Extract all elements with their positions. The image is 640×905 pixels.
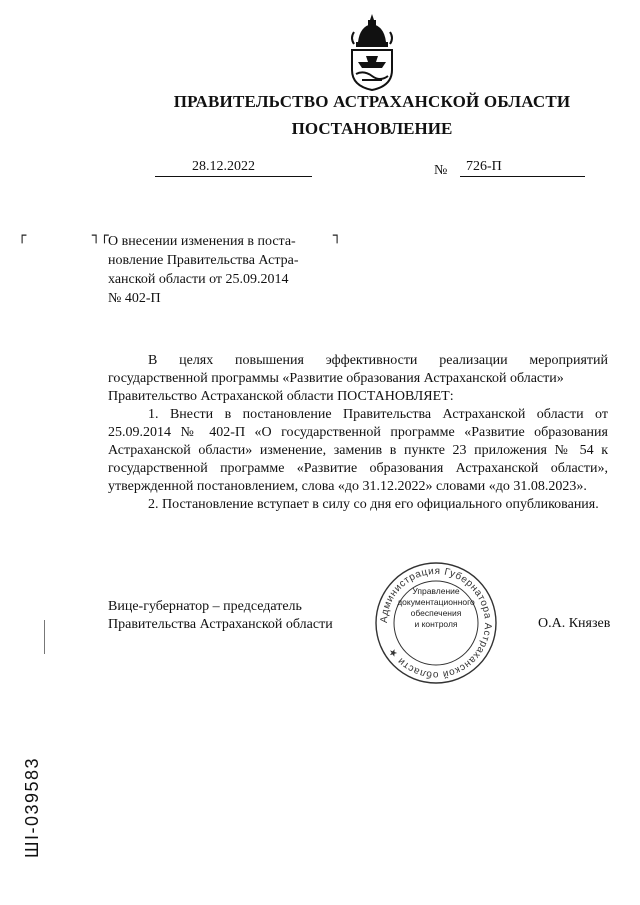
subject-line: О внесении изменения в поста- bbox=[108, 234, 296, 249]
subject-line: новление Правительства Астра- bbox=[108, 253, 299, 268]
clause-2: 2. Постановление вступает в силу со дня его официального опубликования. bbox=[148, 497, 599, 512]
registration-code-wrap bbox=[22, 756, 123, 879]
stamp-line: обеспечения bbox=[410, 608, 462, 618]
subject-line: № 402-П bbox=[108, 291, 161, 306]
number-sign: № bbox=[434, 163, 448, 178]
registration-code: ШI-039583 bbox=[22, 756, 42, 858]
stamp-line: Управление bbox=[412, 586, 460, 596]
resolves-line: Правительство Астраханской области ПОСТАНОВЛЯЕТ: bbox=[108, 389, 454, 404]
signer-position bbox=[108, 598, 333, 634]
corner-mark-left: ┌ bbox=[18, 228, 27, 244]
signer-position-line: Правительства Астраханской области bbox=[108, 617, 333, 632]
body-text bbox=[108, 352, 608, 514]
organization-title: ПРАВИТЕЛЬСТВО АСТРАХАНСКОЙ ОБЛАСТИ bbox=[173, 92, 571, 111]
document-number: 726-П bbox=[466, 159, 502, 174]
document-date: 28.12.2022 bbox=[192, 159, 255, 174]
subject-line: ханской области от 25.09.2014 bbox=[108, 272, 289, 287]
stamp-inner-text bbox=[397, 586, 475, 630]
signer-position-line: Вице-губернатор – председатель bbox=[108, 599, 302, 614]
stamp-line: документационного bbox=[397, 597, 475, 607]
coat-of-arms-icon bbox=[344, 12, 400, 92]
corner-mark-subject-right: ┐ bbox=[333, 228, 342, 244]
preamble-paragraph: В целях повышения эффективности реализации мероприятий государственной программы «Развитие образования Астраханской области» bbox=[108, 353, 608, 386]
stamp-line: и контроля bbox=[414, 619, 458, 629]
document-type: ПОСТАНОВЛЕНИЕ bbox=[291, 119, 453, 138]
margin-mark bbox=[44, 620, 45, 654]
subject-block bbox=[108, 232, 330, 308]
svg-text:Администрация Губернатора Астр: Администрация Губернатора Астраханской области ★ bbox=[378, 565, 494, 681]
signer-name: О.А. Князев bbox=[538, 616, 611, 631]
corner-mark-subject-left: ┐┌ bbox=[92, 228, 109, 244]
clause-1: 1. Внести в постановление Правительства Астраханской области от 25.09.2014 № 402-П «О государственной программе «Развитие образования Астраханской области» изменение, заменив в пункте 23 приложения № 54 к государственной программе «Развитие образования Астраханской области», утвержденной постановлением, слова «до 31.12.2022» словами «до 31.08.2023». bbox=[108, 407, 608, 494]
